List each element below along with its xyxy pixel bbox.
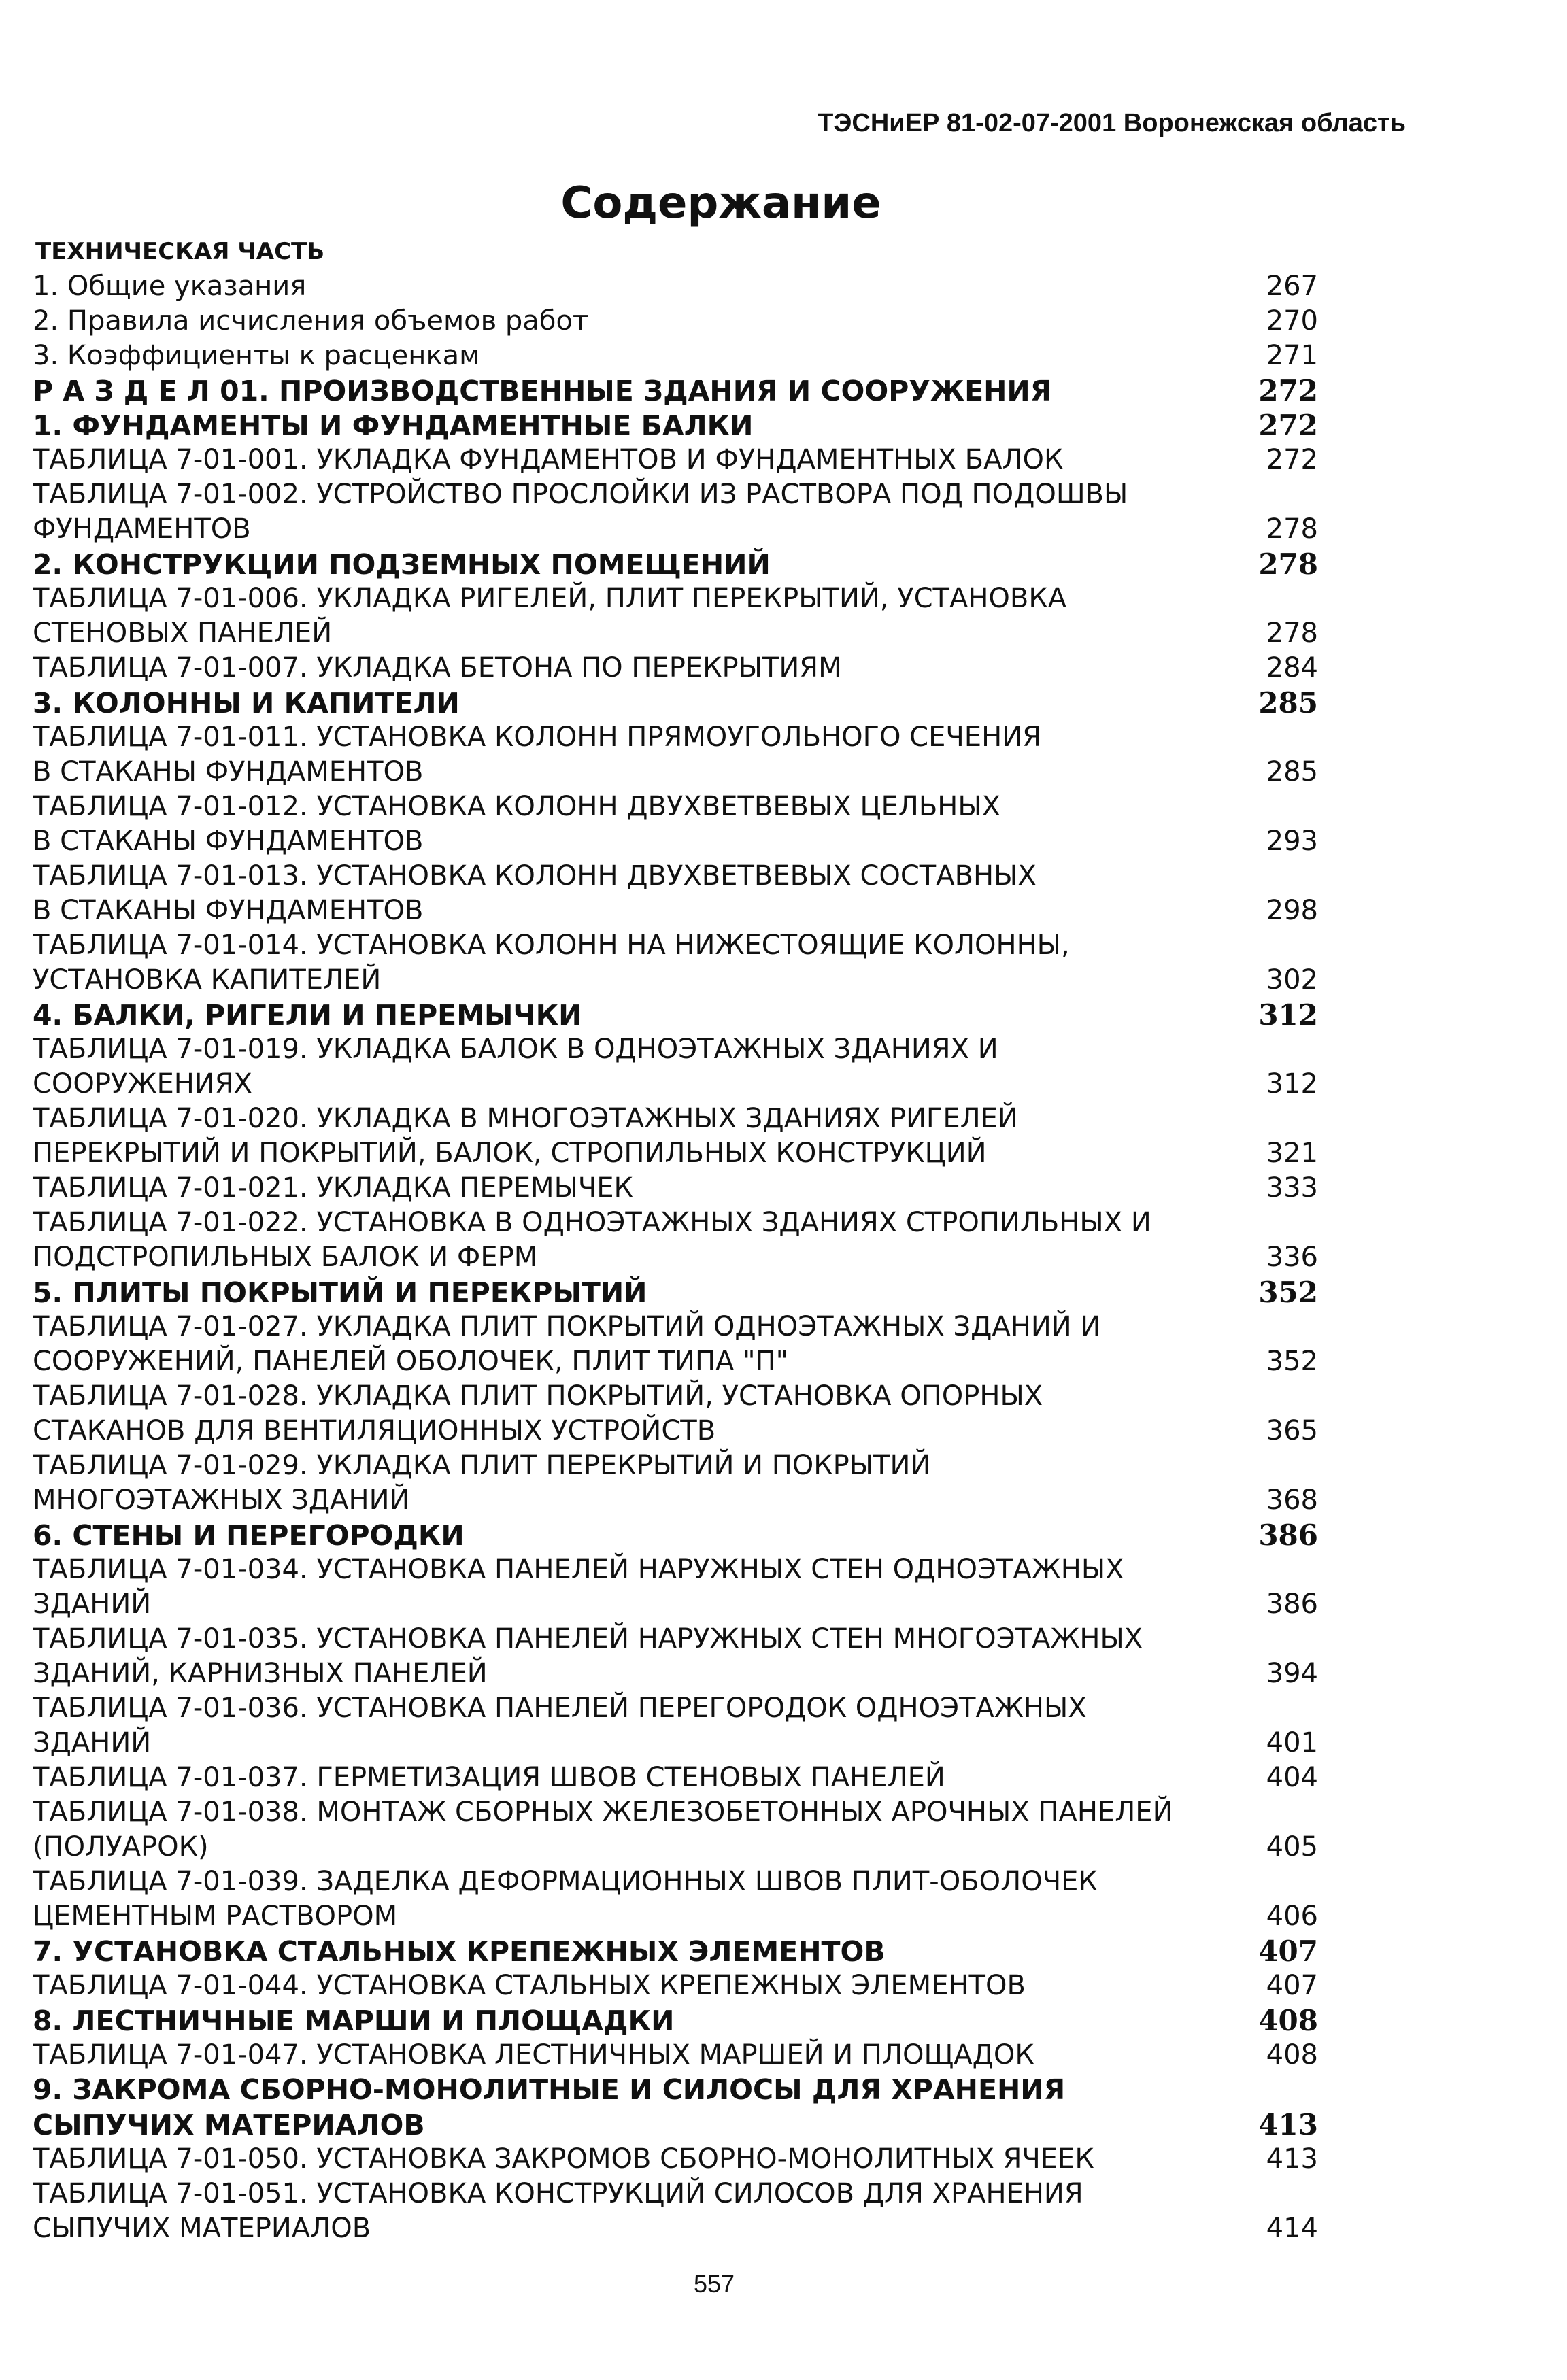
toc-entry-text: ТАБЛИЦА 7-01-020. УКЛАДКА В МНОГОЭТАЖНЫХ ЗДАНИЯХ РИГЕЛЕЙ [33,1103,1018,1134]
toc-page-number: 352 [1266,1346,1318,1377]
toc-entry-text: ТАБЛИЦА 7-01-007. УКЛАДКА БЕТОНА ПО ПЕРЕКРЫТИЯМ [33,652,842,683]
toc-entry-text: ПОДСТРОПИЛЬНЫХ БАЛОК И ФЕРМ [33,1242,538,1273]
toc-section-heading [33,998,1318,1032]
toc-entry [33,963,1318,998]
toc-entry-text: УСТАНОВКА КАПИТЕЛЕЙ [33,964,382,996]
toc-entry [33,651,1318,685]
toc-entry [33,339,1318,373]
page-number: 557 [693,2270,735,2298]
toc-entry-text: ТАБЛИЦА 7-01-034. УСТАНОВКА ПАНЕЛЕЙ НАРУЖНЫХ СТЕН ОДНОЭТАЖНЫХ [33,1554,1124,1585]
toc-entry-text: ТАБЛИЦА 7-01-036. УСТАНОВКА ПАНЕЛЕЙ ПЕРЕГОРОДОК ОДНОЭТАЖНЫХ [33,1693,1087,1724]
toc-section-heading [33,2003,1318,2038]
toc-entry-text: В СТАКАНЫ ФУНДАМЕНТОВ [33,756,424,787]
toc-entry [33,894,1318,928]
toc-entry [33,1171,1318,1206]
toc-entry [33,1899,1318,1934]
toc-entry-text: ЗДАНИЙ, КАРНИЗНЫХ ПАНЕЛЕЙ [33,1658,488,1689]
toc-entry-text: 5. ПЛИТЫ ПОКРЫТИЙ И ПЕРЕКРЫТИЙ [33,1276,647,1309]
toc-entry [33,859,1318,894]
toc-entry [33,1726,1318,1761]
toc-entry [33,1067,1318,1102]
toc-entry-text: 7. УСТАНОВКА СТАЛЬНЫХ КРЕПЕЖНЫХ ЭЛЕМЕНТОВ [33,1935,886,1968]
toc-entry [33,755,1318,789]
toc-entry [33,1622,1318,1656]
toc-entry-text: ТАБЛИЦА 7-01-050. УСТАНОВКА ЗАКРОМОВ СБОРНО-МОНОЛИТНЫХ ЯЧЕЕК [33,2143,1094,2175]
toc-entry-text: ПЕРЕКРЫТИЙ И ПОКРЫТИЙ, БАЛОК, СТРОПИЛЬНЫХ КОНСТРУКЦИЙ [33,1138,987,1169]
toc-entry-text: 4. БАЛКИ, РИГЕЛИ И ПЕРЕМЫЧКИ [33,999,582,1032]
document-header: ТЭСНиЕР 81-02-07-2001 Воронежская область [818,109,1406,137]
toc-page-number: 321 [1266,1138,1318,1169]
toc-entry [33,477,1318,512]
toc-entry [33,1761,1318,1795]
toc-entry-text: 8. ЛЕСТНИЧНЫЕ МАРШИ И ПЛОЩАДКИ [33,2005,675,2037]
toc-entry [33,1691,1318,1726]
toc-section-heading [33,685,1318,720]
toc-entry [33,581,1318,616]
toc-entry-text: ЦЕМЕНТНЫМ РАСТВОРОМ [33,1901,398,1932]
toc-page-number: 272 [1258,409,1318,442]
toc-page-number: 293 [1266,826,1318,857]
toc-page-number: 352 [1258,1276,1318,1309]
toc-page-number: 278 [1266,617,1318,649]
toc-entry [33,269,1318,304]
toc-page-number: 271 [1266,340,1318,371]
toc-entry-text: ТАБЛИЦА 7-01-029. УКЛАДКА ПЛИТ ПЕРЕКРЫТИЙ И ПОКРЫТИЙ [33,1450,931,1481]
toc-entry-text: ТАБЛИЦА 7-01-028. УКЛАДКА ПЛИТ ПОКРЫТИЙ, УСТАНОВКА ОПОРНЫХ [33,1380,1043,1412]
toc-section-heading [33,373,1318,408]
toc-entry-text: ТАБЛИЦА 7-01-027. УКЛАДКА ПЛИТ ПОКРЫТИЙ ОДНОЭТАЖНЫХ ЗДАНИЙ И [33,1311,1101,1342]
toc-section-heading [33,408,1318,443]
toc-section-heading [33,2073,1318,2107]
toc-entry-text: СТЕНОВЫХ ПАНЕЛЕЙ [33,617,333,649]
toc-entry [33,1240,1318,1275]
toc-page-number: 404 [1266,1762,1318,1793]
toc-entry-text: ТАБЛИЦА 7-01-014. УСТАНОВКА КОЛОНН НА НИЖЕСТОЯЩИЕ КОЛОННЫ, [33,930,1070,961]
toc-entry [33,2177,1318,2211]
toc-page-number: 365 [1266,1415,1318,1446]
toc-page-number: 368 [1266,1484,1318,1516]
toc-entry [33,2038,1318,2073]
toc-entry [33,443,1318,477]
toc-entry-text: 2. КОНСТРУКЦИИ ПОДЗЕМНЫХ ПОМЕЩЕНИЙ [33,548,771,581]
toc-entry-text: В СТАКАНЫ ФУНДАМЕНТОВ [33,895,424,926]
toc-entry-text: ТАБЛИЦА 7-01-037. ГЕРМЕТИЗАЦИЯ ШВОВ СТЕНОВЫХ ПАНЕЛЕЙ [33,1762,945,1793]
toc-entry [33,1656,1318,1691]
toc-section-heading [33,1518,1318,1552]
toc-entry-text: ЗДАНИЙ [33,1588,152,1620]
toc-page-number: 333 [1266,1172,1318,1204]
toc-entry [33,1587,1318,1622]
toc-entry-text: В СТАКАНЫ ФУНДАМЕНТОВ [33,826,424,857]
toc-page-number: 394 [1266,1658,1318,1689]
toc-section-heading [33,1934,1318,1969]
toc-entry [33,1830,1318,1865]
toc-page-number: 270 [1266,305,1318,337]
toc-entry [33,1552,1318,1587]
toc-entry [33,2142,1318,2177]
toc-page-number: 413 [1266,2143,1318,2175]
toc-entry-text: СООРУЖЕНИЙ, ПАНЕЛЕЙ ОБОЛОЧЕК, ПЛИТ ТИПА "П" [33,1346,788,1377]
toc-entry-text: ТАБЛИЦА 7-01-051. УСТАНОВКА КОНСТРУКЦИЙ СИЛОСОВ ДЛЯ ХРАНЕНИЯ [33,2178,1083,2209]
toc-entry [33,824,1318,859]
toc-entry-text: ТАБЛИЦА 7-01-021. УКЛАДКА ПЕРЕМЫЧЕК [33,1172,633,1204]
toc-entry [33,1865,1318,1899]
toc-page-number: 406 [1266,1901,1318,1932]
section-label: ТЕХНИЧЕСКАЯ ЧАСТЬ [35,238,325,265]
toc-entry-text: ФУНДАМЕНТОВ [33,513,251,545]
toc-page-number: 312 [1266,1068,1318,1100]
page-title: Содержание [560,178,881,228]
toc-page-number: 407 [1258,1935,1318,1968]
toc-page-number: 414 [1266,2213,1318,2244]
toc-entry [33,1795,1318,1830]
toc-page-number: 408 [1258,2004,1318,2037]
toc-entry-text: 3. КОЛОННЫ И КАПИТЕЛИ [33,687,460,719]
toc-entry [33,1206,1318,1240]
toc-entry-text: ТАБЛИЦА 7-01-047. УСТАНОВКА ЛЕСТНИЧНЫХ МАРШЕЙ И ПЛОЩАДОК [33,2039,1034,2071]
toc-entry-text: СТАКАНОВ ДЛЯ ВЕНТИЛЯЦИОННЫХ УСТРОЙСТВ [33,1415,716,1446]
toc-page-number: 267 [1266,271,1318,302]
toc-entry-text: ТАБЛИЦА 7-01-038. МОНТАЖ СБОРНЫХ ЖЕЛЕЗОБЕТОННЫХ АРОЧНЫХ ПАНЕЛЕЙ [33,1797,1173,1828]
table-of-contents [33,269,1318,2246]
toc-entry-text: ТАБЛИЦА 7-01-012. УСТАНОВКА КОЛОНН ДВУХВЕТВЕВЫХ ЦЕЛЬНЫХ [33,791,1001,822]
toc-entry-text: 3. Коэффициенты к расценкам [33,340,480,371]
toc-page-number: 272 [1266,444,1318,475]
toc-page-number: 285 [1258,686,1318,719]
toc-entry [33,512,1318,547]
toc-entry-text: ТАБЛИЦА 7-01-013. УСТАНОВКА КОЛОНН ДВУХВЕТВЕВЫХ СОСТАВНЫХ [33,860,1037,891]
toc-entry-text: 2. Правила исчисления объемов работ [33,305,589,337]
toc-entry [33,616,1318,651]
toc-entry [33,1032,1318,1067]
toc-entry [33,1102,1318,1136]
toc-page-number: 302 [1266,964,1318,996]
toc-page-number: 405 [1266,1831,1318,1863]
toc-page-number: 408 [1266,2039,1318,2071]
toc-page-number: 336 [1266,1242,1318,1273]
toc-page-number: 401 [1266,1727,1318,1758]
toc-page-number: 312 [1258,998,1318,1032]
toc-entry-text: ТАБЛИЦА 7-01-039. ЗАДЕЛКА ДЕФОРМАЦИОННЫХ ШВОВ ПЛИТ-ОБОЛОЧЕК [33,1866,1098,1897]
toc-entry [33,720,1318,755]
toc-section-heading [33,2107,1318,2142]
toc-entry-text: СЫПУЧИХ МАТЕРИАЛОВ [33,2213,371,2244]
toc-page-number: 407 [1266,1970,1318,2001]
toc-entry-text: ТАБЛИЦА 7-01-001. УКЛАДКА ФУНДАМЕНТОВ И ФУНДАМЕНТНЫХ БАЛОК [33,444,1064,475]
toc-entry [33,1136,1318,1171]
toc-page-number: 285 [1266,756,1318,787]
toc-entry-text: 1. ФУНДАМЕНТЫ И ФУНДАМЕНТНЫЕ БАЛКИ [33,409,754,442]
toc-entry [33,1344,1318,1379]
toc-entry [33,1483,1318,1518]
toc-page-number: 272 [1258,374,1318,407]
toc-section-heading [33,1275,1318,1310]
toc-entry-text: СООРУЖЕНИЯХ [33,1068,252,1100]
toc-entry-text: 1. Общие указания [33,271,307,302]
toc-section-heading [33,547,1318,581]
toc-entry-text: ТАБЛИЦА 7-01-022. УСТАНОВКА В ОДНОЭТАЖНЫХ ЗДАНИЯХ СТРОПИЛЬНЫХ И [33,1207,1151,1238]
toc-entry-text: Р А З Д Е Л 01. ПРОИЗВОДСТВЕННЫЕ ЗДАНИЯ И СООРУЖЕНИЯ [33,375,1052,407]
toc-page-number: 413 [1258,2108,1318,2141]
toc-entry-text: ТАБЛИЦА 7-01-019. УКЛАДКА БАЛОК В ОДНОЭТАЖНЫХ ЗДАНИЯХ И [33,1034,998,1065]
toc-entry [33,1969,1318,2003]
toc-entry [33,1448,1318,1483]
toc-page-number: 278 [1258,547,1318,581]
toc-entry-text: МНОГОЭТАЖНЫХ ЗДАНИЙ [33,1484,410,1516]
toc-entry-text: ТАБЛИЦА 7-01-002. УСТРОЙСТВО ПРОСЛОЙКИ ИЗ РАСТВОРА ПОД ПОДОШВЫ [33,479,1128,510]
toc-entry [33,1379,1318,1414]
toc-entry [33,2211,1318,2246]
toc-page-number: 386 [1258,1518,1318,1552]
toc-page-number: 284 [1266,652,1318,683]
toc-entry-text: ЗДАНИЙ [33,1727,152,1758]
toc-entry-text: 6. СТЕНЫ И ПЕРЕГОРОДКИ [33,1519,465,1552]
toc-entry [33,1414,1318,1448]
toc-entry [33,304,1318,339]
toc-entry-text: (ПОЛУАРОК) [33,1831,209,1863]
toc-entry [33,1310,1318,1344]
toc-entry [33,789,1318,824]
toc-entry-text: ТАБЛИЦА 7-01-035. УСТАНОВКА ПАНЕЛЕЙ НАРУЖНЫХ СТЕН МНОГОЭТАЖНЫХ [33,1623,1143,1654]
toc-entry-text: ТАБЛИЦА 7-01-011. УСТАНОВКА КОЛОНН ПРЯМОУГОЛЬНОГО СЕЧЕНИЯ [33,721,1041,753]
toc-page-number: 386 [1266,1588,1318,1620]
toc-entry-text: ТАБЛИЦА 7-01-006. УКЛАДКА РИГЕЛЕЙ, ПЛИТ ПЕРЕКРЫТИЙ, УСТАНОВКА [33,583,1067,614]
toc-page-number: 298 [1266,895,1318,926]
toc-entry-text: СЫПУЧИХ МАТЕРИАЛОВ [33,2109,425,2141]
toc-page-number: 278 [1266,513,1318,545]
toc-entry [33,928,1318,963]
toc-entry-text: 9. ЗАКРОМА СБОРНО-МОНОЛИТНЫЕ И СИЛОСЫ ДЛЯ ХРАНЕНИЯ [33,2073,1066,2106]
toc-entry-text: ТАБЛИЦА 7-01-044. УСТАНОВКА СТАЛЬНЫХ КРЕПЕЖНЫХ ЭЛЕМЕНТОВ [33,1970,1026,2001]
